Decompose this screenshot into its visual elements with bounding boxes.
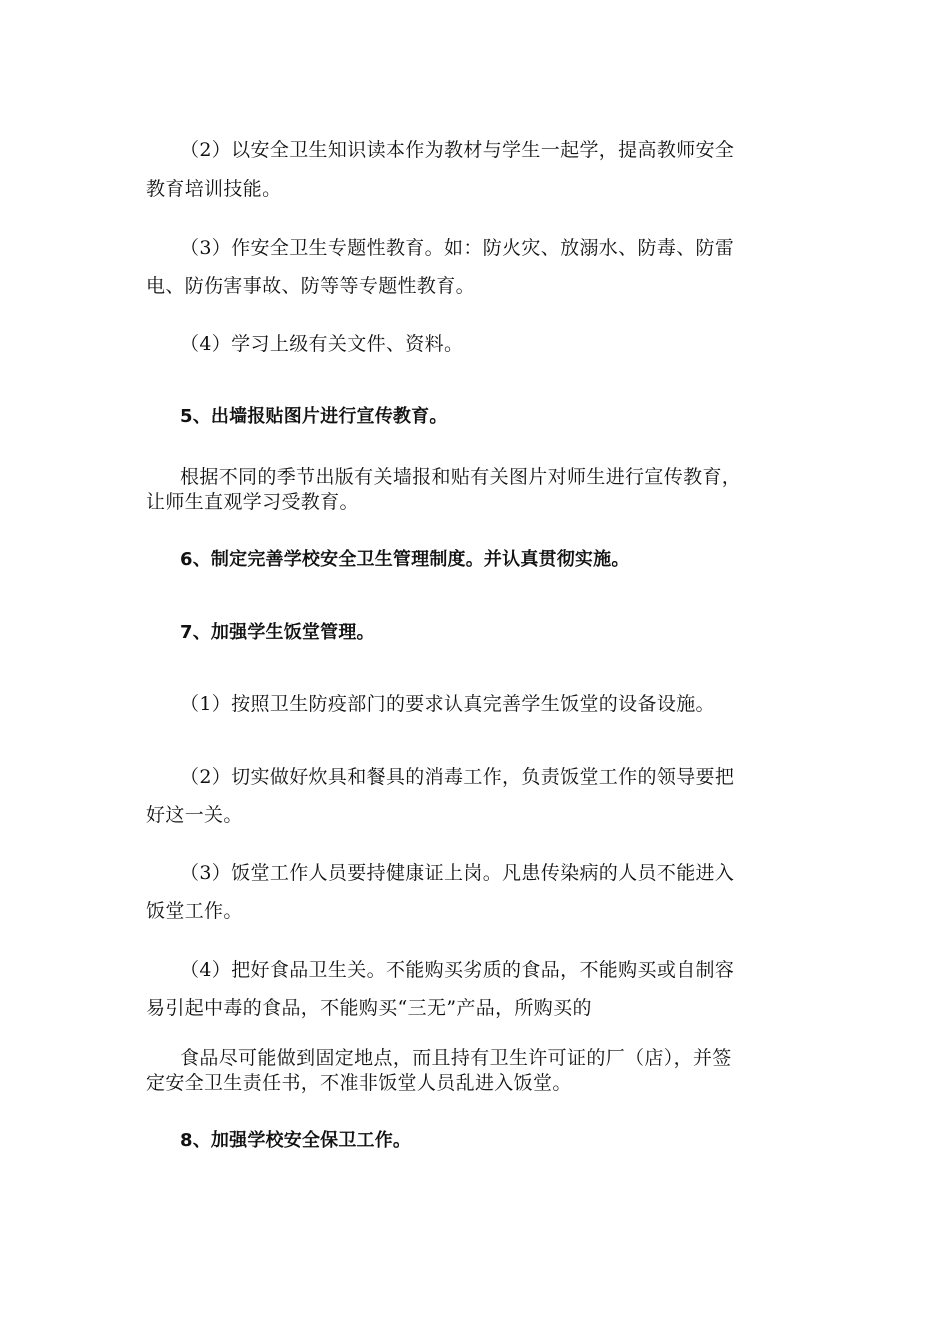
paragraph-line: 根据不同的季节出版有关墙报和贴有关图片对师生进行宣传教育， bbox=[180, 466, 742, 488]
paragraph-line: （2）以安全卫生知识读本作为教材与学生一起学，提高教师安全 bbox=[180, 139, 735, 161]
section-heading-8: 8、加强学校安全保卫工作。 bbox=[180, 1130, 412, 1151]
paragraph-line: 让师生直观学习受教育。 bbox=[146, 491, 359, 513]
paragraph-line: （2）切实做好炊具和餐具的消毒工作，负责饭堂工作的领导要把 bbox=[180, 766, 735, 788]
section-heading-6: 6、制定完善学校安全卫生管理制度。并认真贯彻实施。 bbox=[180, 549, 630, 570]
paragraph-line: 易引起中毒的食品，不能购买“三无”产品，所购买的 bbox=[146, 997, 592, 1019]
paragraph-line: （4）把好食品卫生关。不能购买劣质的食品，不能购买或自制容 bbox=[180, 959, 735, 981]
paragraph-line: （3）作安全卫生专题性教育。如：防火灾、放溺水、防毒、防雷 bbox=[180, 237, 735, 259]
paragraph-line: 定安全卫生责任书，不准非饭堂人员乱进入饭堂。 bbox=[146, 1072, 572, 1094]
paragraph-line: 教育培训技能。 bbox=[146, 178, 282, 200]
paragraph-line: （1）按照卫生防疫部门的要求认真完善学生饭堂的设备设施。 bbox=[180, 693, 715, 715]
paragraph-line: 电、防伤害事故、防等等专题性教育。 bbox=[146, 275, 475, 297]
paragraph-line: 食品尽可能做到固定地点，而且持有卫生许可证的厂（店），并签 bbox=[180, 1047, 732, 1069]
section-heading-7: 7、加强学生饭堂管理。 bbox=[180, 622, 375, 643]
paragraph-line: 好这一关。 bbox=[146, 804, 243, 826]
section-heading-5: 5、出墙报贴图片进行宣传教育。 bbox=[180, 406, 448, 427]
paragraph-line: （4）学习上级有关文件、资料。 bbox=[180, 333, 464, 355]
paragraph-line: 饭堂工作。 bbox=[146, 900, 243, 922]
paragraph-line: （3）饭堂工作人员要持健康证上岗。凡患传染病的人员不能进入 bbox=[180, 862, 735, 884]
